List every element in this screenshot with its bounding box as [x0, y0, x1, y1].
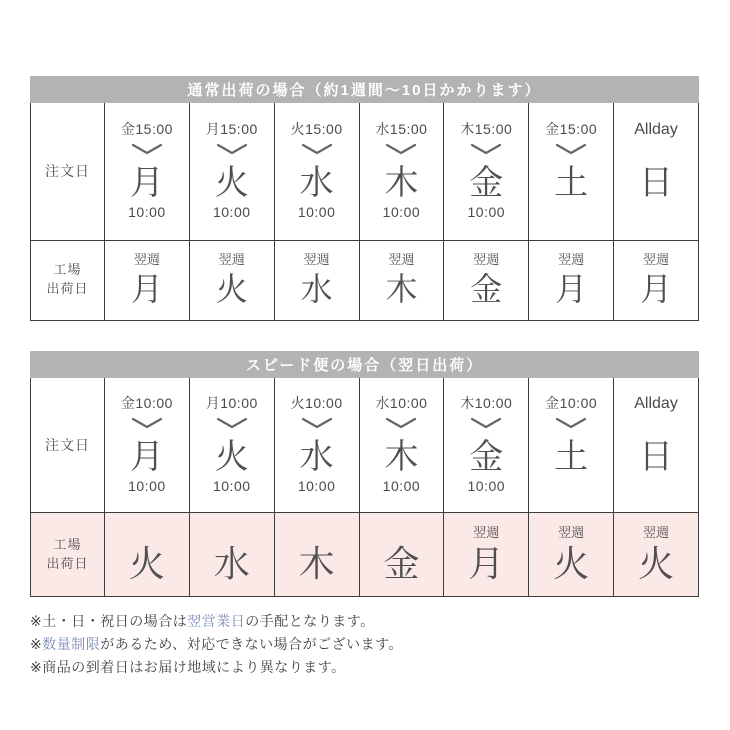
order-row-label	[31, 378, 105, 513]
order-time: 10:00	[382, 477, 421, 494]
chevron-down-icon	[130, 143, 164, 155]
ship-day: 火	[638, 542, 675, 584]
ship-next-week-label: 翌週	[558, 252, 585, 267]
ship-cell	[529, 240, 614, 320]
ship-day: 木	[385, 271, 418, 307]
order-cutoff-label: 月15:00	[205, 121, 258, 138]
ship-day: 月	[468, 542, 505, 584]
order-day: 土	[554, 164, 589, 203]
ship-day: 水	[213, 542, 250, 584]
order-cell	[189, 378, 274, 513]
order-row-label	[31, 103, 105, 240]
ship-row-label-line2: 出荷日	[46, 555, 89, 571]
ship-row-label-line2: 出荷日	[46, 281, 89, 296]
order-cell	[105, 103, 190, 240]
order-day: 木	[384, 164, 419, 203]
ship-cell	[274, 513, 359, 597]
order-cell	[274, 378, 359, 513]
order-cell	[529, 378, 614, 513]
order-day: 火	[214, 164, 249, 203]
ship-day: 月	[130, 271, 163, 307]
order-time: 10:00	[467, 477, 506, 494]
ship-next-week-label: 翌週	[218, 252, 245, 267]
speed-shipping-title: スピード便の場合（翌日出荷）	[30, 351, 699, 378]
chevron-down-icon	[384, 417, 418, 429]
order-day: 土	[554, 437, 589, 476]
footnotes	[30, 613, 699, 676]
order-day: 水	[299, 437, 334, 476]
order-day: 月	[129, 437, 164, 476]
ship-next-week-label: 翌週	[303, 252, 330, 267]
note-accent-text: 数量制限	[42, 636, 101, 652]
speed-shipping-table	[30, 351, 699, 598]
ship-day: 火	[215, 271, 248, 307]
order-cell	[614, 103, 699, 240]
ship-day: 木	[298, 542, 335, 584]
order-day: 金	[469, 437, 504, 476]
order-cell	[105, 378, 190, 513]
order-cutoff-label: 火15:00	[290, 121, 343, 138]
ship-cell	[105, 240, 190, 320]
order-cutoff-label: 金10:00	[545, 394, 598, 411]
order-cutoff-label: 水10:00	[375, 394, 428, 411]
order-cell	[359, 378, 444, 513]
ship-cell	[359, 513, 444, 597]
ship-row-label-line1: 工場	[53, 262, 82, 278]
ship-cell	[189, 240, 274, 320]
chevron-down-icon	[215, 143, 249, 155]
chevron-down-icon	[300, 417, 334, 429]
order-time: 10:00	[467, 204, 506, 221]
chevron-down-icon	[384, 143, 418, 155]
ship-cell	[105, 513, 190, 597]
order-row	[31, 103, 699, 240]
chevron-down-icon	[554, 143, 588, 155]
order-row-label-text: 注文日	[45, 436, 90, 453]
ship-next-week-label: 翌週	[558, 524, 585, 540]
order-cutoff-label: 月10:00	[205, 394, 258, 411]
order-cell	[444, 103, 529, 240]
ship-next-week-label: 翌週	[473, 524, 500, 540]
order-cutoff-label: 金15:00	[545, 121, 598, 138]
note-line	[30, 613, 699, 630]
chevron-down-icon	[215, 417, 249, 429]
ship-day: 月	[640, 271, 673, 307]
normal-shipping-title: 通常出荷の場合（約1週間〜10日かかります）	[30, 76, 699, 103]
ship-cell	[274, 240, 359, 320]
order-cutoff-label: Allday	[634, 121, 678, 139]
order-cutoff-label: 木10:00	[460, 394, 513, 411]
ship-day: 水	[300, 271, 333, 307]
order-cell	[274, 103, 359, 240]
ship-cell	[189, 513, 274, 597]
order-cutoff-label: 金15:00	[120, 121, 173, 138]
order-day: 日	[639, 437, 674, 476]
order-day: 水	[299, 164, 334, 203]
order-cell	[529, 103, 614, 240]
ship-cell	[614, 240, 699, 320]
ship-row	[31, 240, 699, 320]
note-text: があるため、対応できない場合がございます。	[100, 636, 404, 652]
chevron-down-icon	[554, 417, 588, 429]
ship-day: 金	[383, 542, 420, 584]
ship-cell	[614, 513, 699, 597]
normal-shipping-grid	[30, 103, 699, 321]
order-time: 10:00	[382, 204, 421, 221]
note-text: ※土・日・祝日の場合は	[30, 613, 188, 629]
ship-row-label	[31, 240, 105, 320]
ship-day: 月	[555, 271, 588, 307]
order-cutoff-label: 金10:00	[120, 394, 173, 411]
content-area	[30, 76, 699, 682]
order-cutoff-label: 木15:00	[460, 121, 513, 138]
ship-row	[31, 513, 699, 597]
order-cell	[189, 103, 274, 240]
order-day: 金	[469, 164, 504, 203]
note-text: ※商品の到着日はお届け地域により異なります。	[30, 659, 346, 675]
ship-row-label	[31, 513, 105, 597]
ship-next-week-label: 翌週	[643, 524, 670, 540]
ship-next-week-label: 翌週	[388, 252, 415, 267]
note-line	[30, 636, 699, 653]
speed-shipping-grid	[30, 378, 699, 598]
order-row	[31, 378, 699, 513]
note-accent-text: 翌営業日	[187, 613, 246, 629]
order-day: 木	[384, 437, 419, 476]
order-day: 火	[214, 437, 249, 476]
ship-cell	[444, 513, 529, 597]
ship-cell	[444, 240, 529, 320]
order-cell	[359, 103, 444, 240]
order-time: 10:00	[297, 477, 336, 494]
order-cutoff-label: Allday	[634, 394, 678, 412]
chevron-down-icon	[469, 143, 503, 155]
chevron-down-icon	[300, 143, 334, 155]
order-time: 10:00	[297, 204, 336, 221]
ship-day: 金	[470, 271, 503, 307]
ship-next-week-label: 翌週	[643, 252, 670, 267]
chevron-down-icon	[130, 417, 164, 429]
note-text: ※	[30, 636, 43, 652]
order-time: 10:00	[212, 477, 251, 494]
ship-next-week-label: 翌週	[133, 252, 160, 267]
order-time: 10:00	[128, 204, 166, 221]
order-row-label-text: 注文日	[45, 163, 90, 180]
order-time: 10:00	[212, 204, 251, 221]
chevron-down-icon	[469, 417, 503, 429]
ship-cell	[359, 240, 444, 320]
note-line	[30, 659, 699, 676]
ship-next-week-label: 翌週	[473, 252, 500, 267]
ship-cell	[529, 513, 614, 597]
order-day: 月	[129, 164, 164, 203]
ship-row-label-line1: 工場	[53, 536, 82, 552]
order-day: 日	[639, 164, 674, 203]
order-cell	[444, 378, 529, 513]
ship-day: 火	[128, 542, 165, 584]
order-cutoff-label: 火10:00	[290, 394, 343, 411]
order-time: 10:00	[128, 477, 166, 494]
order-cell	[614, 378, 699, 513]
ship-day: 火	[553, 542, 590, 584]
note-text: の手配となります。	[245, 613, 375, 629]
normal-shipping-table	[30, 76, 699, 321]
order-cutoff-label: 水15:00	[375, 121, 428, 138]
